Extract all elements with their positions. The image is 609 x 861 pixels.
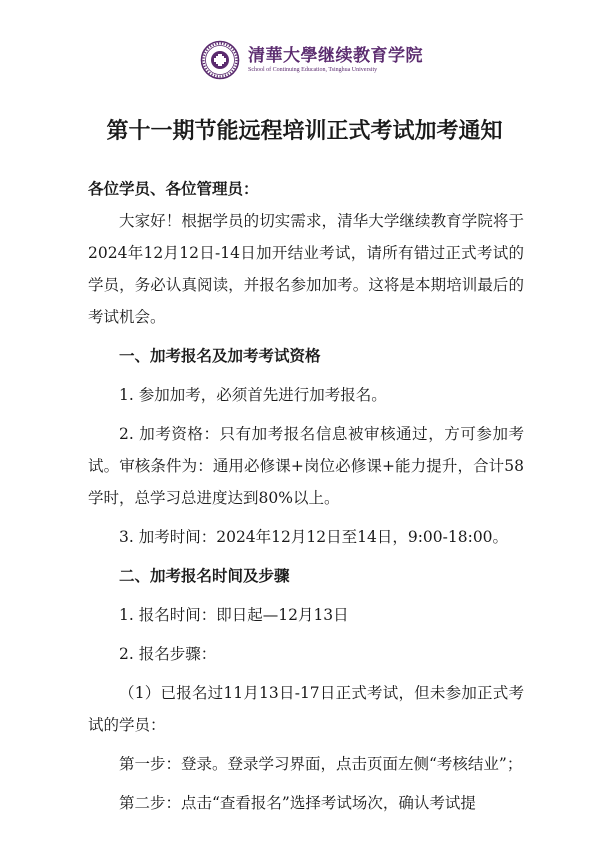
section-2-step-1: 第一步：登录。登录学习界面，点击页面左侧“考核结业”；	[119, 755, 523, 773]
section-2-heading: 二、加考报名时间及步骤	[119, 567, 290, 585]
section-1-item-2: 2. 加考资格：只有加考报名信息被审核通过，方可参加考试。审核条件为：通用必修课+岗位必修课+能力提升，合计58学时，总学习总进度达到80%以上。	[88, 425, 524, 507]
institution-name-en: School of Continuing Education, Tsinghua University	[248, 66, 378, 73]
section-1-item-1: 1. 参加加考，必须首先进行加考报名。	[119, 386, 387, 404]
section-2-step-2: 第二步：点击“查看报名”选择考试场次，确认考试提	[119, 794, 476, 812]
institution-name-cn: 清華大學继续教育学院	[248, 45, 423, 66]
document-title: 第十一期节能远程培训正式考试加考通知	[106, 118, 503, 144]
document-body	[88, 177, 524, 826]
tsinghua-seal-icon	[200, 40, 240, 80]
greeting: 各位学员、各位管理员：	[88, 180, 259, 198]
section-2-sub-1: （1）已报名过11月13日-17日正式考试，但未参加正式考试的学员：	[88, 684, 524, 734]
institution-name-block	[248, 46, 423, 75]
section-1-heading: 一、加考报名及加考考试资格	[119, 347, 321, 365]
section-2-item-2: 2. 报名步骤：	[119, 645, 217, 663]
section-2-item-1: 1. 报名时间：即日起—12月13日	[119, 606, 349, 624]
institution-header	[200, 38, 423, 82]
intro-paragraph: 大家好！根据学员的切实需求，清华大学继续教育学院将于2024年12月12日-14日加开结业考试，请所有错过正式考试的学员，务必认真阅读，并报名参加加考。这将是本期培训最后的考试机会。	[88, 212, 524, 326]
section-1-item-3: 3. 加考时间：2024年12月12日至14日，9:00-18:00。	[119, 528, 509, 546]
